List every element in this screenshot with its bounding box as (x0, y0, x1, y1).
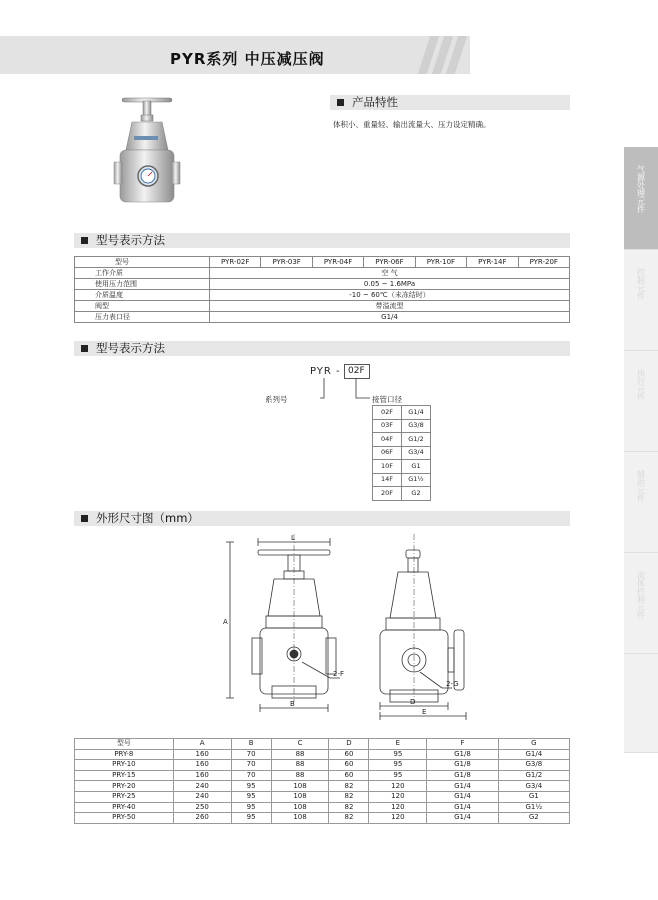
dims-cell: G1/4 (427, 813, 498, 824)
dims-cell: 240 (173, 791, 231, 802)
page-title: PYR系列 中压减压阀 (170, 50, 325, 68)
dims-cell: 88 (271, 770, 329, 781)
spec-model-cell: PYR-14F (467, 257, 518, 268)
code-cell: 06F (373, 446, 402, 460)
dims-cell: 95 (231, 791, 271, 802)
table-row (75, 739, 570, 750)
dims-header-cell: E (369, 739, 427, 750)
dims-cell: 95 (369, 760, 427, 771)
dims-cell: 120 (369, 813, 427, 824)
dims-cell: PRY-15 (75, 770, 174, 781)
table-row (373, 419, 431, 433)
code-cell: 03F (373, 419, 402, 433)
dims-cell: 160 (173, 760, 231, 771)
port-label: 接管口径 (372, 395, 402, 404)
dims-cell: 82 (329, 802, 369, 813)
dims-cell: G3/8 (498, 760, 569, 771)
dims-cell: G1½ (498, 802, 569, 813)
dims-cell: G2 (498, 813, 569, 824)
product-photo (112, 92, 192, 210)
spec-row-label: 工作介质 (75, 268, 210, 279)
side-tab-auxiliary[interactable] (624, 452, 658, 553)
dims-cell: 240 (173, 781, 231, 792)
size-cell: G1½ (402, 473, 431, 487)
table-row (373, 406, 431, 420)
dims-cell: 95 (231, 802, 271, 813)
dims-heading (74, 511, 570, 526)
dims-cell: 82 (329, 791, 369, 802)
dims-cell: G1/8 (427, 770, 498, 781)
spec-row-value: -10 ~ 60℃（未冻结时） (210, 290, 570, 301)
dims-cell: 120 (369, 781, 427, 792)
spec-model-cell: PYR-06F (364, 257, 415, 268)
dims-cell: 95 (231, 781, 271, 792)
dims-cell: PRY-10 (75, 760, 174, 771)
dims-cell: 120 (369, 802, 427, 813)
size-cell: G1/2 (402, 433, 431, 447)
side-tab-label: 气源处理元件 (636, 165, 646, 213)
size-cell: G1/4 (402, 406, 431, 420)
table-row (75, 749, 570, 760)
table-row (75, 802, 570, 813)
dim-label-g: 2-G (446, 680, 459, 688)
dim-label-a: A (223, 618, 228, 626)
spec-row-label: 介质温度 (75, 290, 210, 301)
heading-marker (81, 237, 88, 244)
dims-cell: G1/4 (498, 749, 569, 760)
spec-model-cell: PYR-10F (415, 257, 466, 268)
heading-marker (337, 99, 344, 106)
spec-row-value: 带溢流型 (210, 301, 570, 312)
dim-label-f: 2-F (333, 670, 345, 678)
dims-cell: G3/4 (498, 781, 569, 792)
dims-cell: 160 (173, 770, 231, 781)
table-row (75, 760, 570, 771)
features-text: 体积小、重量轻、输出流量大、压力设定精确。 (333, 120, 491, 129)
dims-cell: 70 (231, 770, 271, 781)
spec-row-label: 压力表口径 (75, 312, 210, 323)
dims-cell: 108 (271, 802, 329, 813)
side-tab-label: 流体控制元件 (636, 571, 646, 619)
table-row (373, 487, 431, 501)
dims-cell: 70 (231, 760, 271, 771)
dims-cell: 60 (329, 749, 369, 760)
model-heading-label: 型号表示方法 (96, 341, 165, 355)
features-heading (330, 95, 570, 110)
side-tab-actuator[interactable] (624, 351, 658, 452)
dims-cell: G1/2 (498, 770, 569, 781)
spec-row-label: 使用压力范围 (75, 279, 210, 290)
dims-header-cell: A (173, 739, 231, 750)
table-row (373, 446, 431, 460)
size-cell: G1 (402, 460, 431, 474)
side-tab-fluid[interactable] (624, 553, 658, 654)
dims-cell: 95 (369, 749, 427, 760)
dims-cell: 250 (173, 802, 231, 813)
spec-heading (74, 233, 570, 248)
series-label: 系列号 (265, 395, 288, 404)
dims-cell: 108 (271, 813, 329, 824)
table-row (75, 770, 570, 781)
dims-cell: 108 (271, 781, 329, 792)
dimensions-table (74, 738, 570, 824)
code-cell: 20F (373, 487, 402, 501)
code-cell: 10F (373, 460, 402, 474)
dims-cell: 108 (271, 791, 329, 802)
dims-cell: 70 (231, 749, 271, 760)
dimension-drawing (222, 532, 484, 722)
size-cell: G3/4 (402, 446, 431, 460)
spec-row-value: 0.05 ~ 1.6MPa (210, 279, 570, 290)
dim-label-l: L (291, 534, 295, 542)
table-row (75, 312, 570, 323)
dims-cell: G1/4 (427, 781, 498, 792)
table-row (75, 290, 570, 301)
dims-cell: 160 (173, 749, 231, 760)
port-code-table (372, 405, 431, 501)
model-heading (74, 341, 570, 356)
side-tab-label: 控制元件 (636, 268, 646, 300)
spec-header-label: 型号 (75, 257, 210, 268)
dims-cell: PRY-50 (75, 813, 174, 824)
dims-cell: PRY-20 (75, 781, 174, 792)
dims-heading-label: 外形尺寸图（mm） (96, 511, 199, 525)
dims-cell: G1/4 (427, 802, 498, 813)
table-row (373, 473, 431, 487)
code-suffix: 02F (348, 366, 365, 376)
dims-cell: PRY-40 (75, 802, 174, 813)
table-row (75, 791, 570, 802)
code-cell: 02F (373, 406, 402, 420)
table-row (75, 813, 570, 824)
dims-cell: 260 (173, 813, 231, 824)
dims-cell: G1 (498, 791, 569, 802)
size-cell: G2 (402, 487, 431, 501)
dim-label-d: D (410, 698, 416, 706)
table-row (75, 781, 570, 792)
dims-cell: 120 (369, 791, 427, 802)
dims-cell: G1/8 (427, 749, 498, 760)
code-cell: 04F (373, 433, 402, 447)
dims-cell: 95 (231, 813, 271, 824)
code-dash: - (336, 366, 340, 377)
dims-header-cell: C (271, 739, 329, 750)
side-tab-label: 执行元件 (636, 369, 646, 401)
spec-heading-label: 型号表示方法 (96, 233, 165, 247)
code-prefix: PYR (310, 366, 332, 377)
dims-cell: 88 (271, 760, 329, 771)
dims-cell: PRY-8 (75, 749, 174, 760)
features-heading-label: 产品特性 (352, 95, 398, 109)
spec-row-value: 空 气 (210, 268, 570, 279)
dims-cell: 88 (271, 749, 329, 760)
spec-model-cell: PYR-03F (261, 257, 312, 268)
side-tab-control[interactable] (624, 250, 658, 351)
dims-header-cell: 型号 (75, 739, 174, 750)
table-row (75, 268, 570, 279)
table-row (75, 279, 570, 290)
dims-cell: PRY-25 (75, 791, 174, 802)
dims-cell: G1/4 (427, 791, 498, 802)
dims-header-cell: G (498, 739, 569, 750)
table-row (75, 301, 570, 312)
table-row (75, 257, 570, 268)
table-row (373, 460, 431, 474)
dims-header-cell: F (427, 739, 498, 750)
heading-marker (81, 345, 88, 352)
dims-cell: 60 (329, 760, 369, 771)
code-leader-lines (290, 376, 380, 406)
dim-label-b: B (290, 700, 295, 708)
side-tab-air-treatment[interactable] (624, 147, 658, 250)
dims-cell: 60 (329, 770, 369, 781)
heading-marker (81, 515, 88, 522)
table-row (373, 433, 431, 447)
dims-cell: 95 (369, 770, 427, 781)
size-cell: G3/8 (402, 419, 431, 433)
spec-model-cell: PYR-04F (312, 257, 363, 268)
side-tab-extra[interactable] (624, 654, 658, 753)
dims-cell: G1/8 (427, 760, 498, 771)
dims-header-cell: B (231, 739, 271, 750)
spec-row-value: G1/4 (210, 312, 570, 323)
side-tab-label: 辅助元件 (636, 470, 646, 502)
dim-label-e: E (422, 708, 427, 716)
spec-table (74, 256, 570, 323)
spec-model-cell: PYR-02F (210, 257, 261, 268)
dims-header-cell: D (329, 739, 369, 750)
dims-cell: 82 (329, 813, 369, 824)
spec-model-cell: PYR-20F (518, 257, 569, 268)
spec-row-label: 阀型 (75, 301, 210, 312)
dims-cell: 82 (329, 781, 369, 792)
code-cell: 14F (373, 473, 402, 487)
